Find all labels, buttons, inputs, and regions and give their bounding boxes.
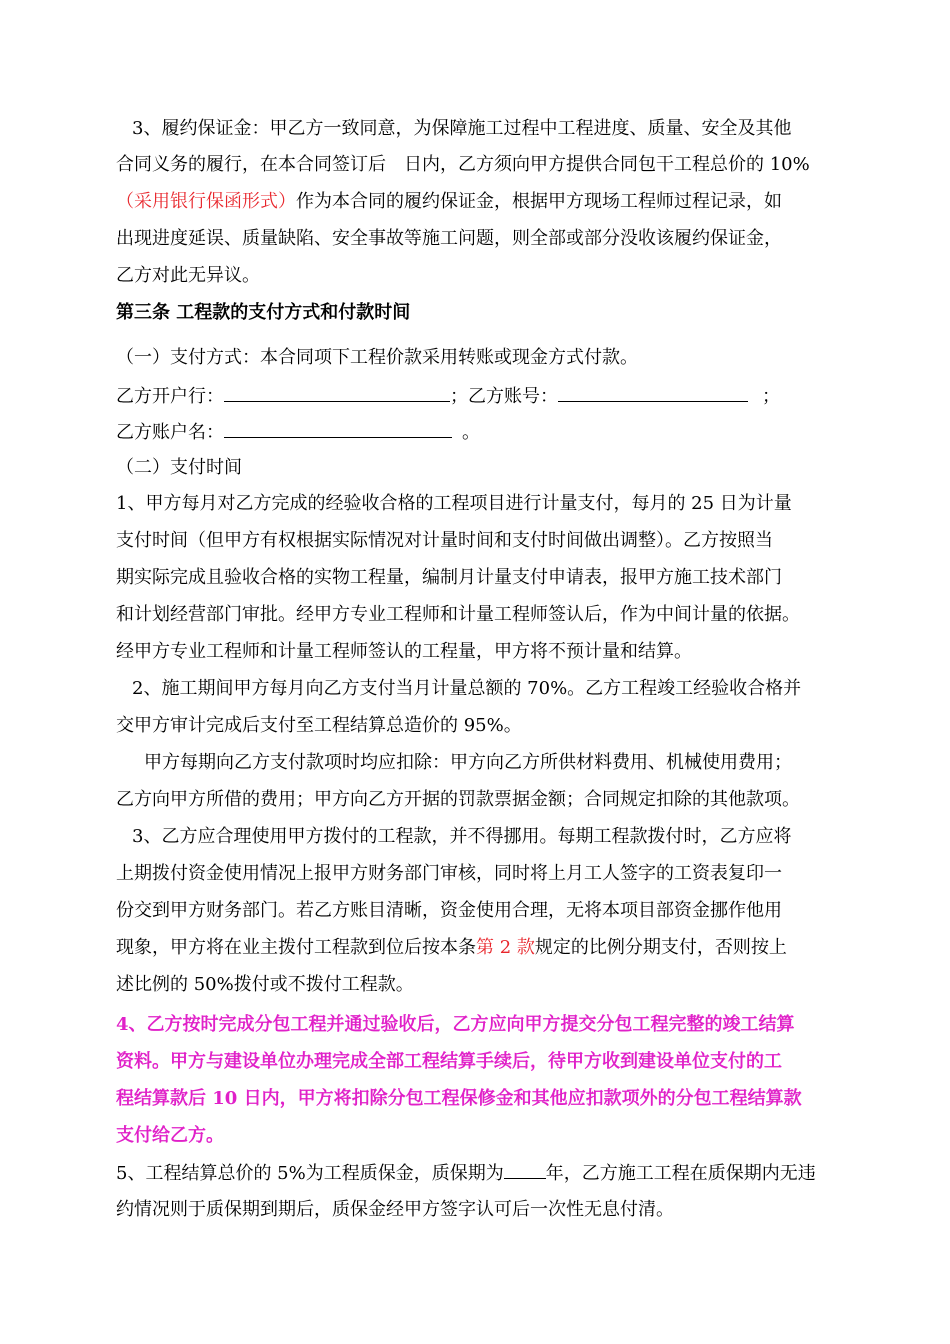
- item4-line4: 支付给乙方。: [116, 1125, 224, 1146]
- item1-line4: 和计划经营部门审批。经甲方专业工程师和计量工程师签认后，作为中间计量的依据。: [116, 604, 800, 625]
- item3-line5: 述比例的 50%拨付或不拨付工程款。: [116, 974, 414, 995]
- item5-line1-a: 5、工程结算总价的 5%为工程质保金，质保期为: [116, 1163, 504, 1184]
- bank-guarantee-note: （采用银行保函形式）: [116, 191, 296, 212]
- para3-line1: 3、履约保证金：甲乙方一致同意，为保障施工过程中工程进度、质量、安全及其他: [132, 118, 792, 139]
- item3-line1: 3、乙方应合理使用甲方拨付的工程款，并不得挪用。每期工程款拨付时，乙方应将: [132, 826, 792, 847]
- item1-line3: 期实际完成且验收合格的实物工程量，编制月计量支付申请表，报甲方施工技术部门: [116, 567, 782, 588]
- payment-method: （一）支付方式：本合同项下工程价款采用转账或现金方式付款。: [116, 347, 638, 368]
- item5-line1-b: 年，乙方施工工程在质保期内无违: [545, 1163, 816, 1184]
- item1-line5: 经甲方专业工程师和计量工程师签认的工程量，甲方将不预计量和结算。: [116, 641, 692, 662]
- clause-2-reference: 第 2 款: [476, 937, 535, 958]
- warranty-years-blank[interactable]: [504, 1160, 546, 1179]
- para3-line3-rest: 作为本合同的履约保证金，根据甲方现场工程师过程记录，如: [296, 191, 782, 212]
- item4-line1: 4、乙方按时完成分包工程并通过验收后，乙方应向甲方提交分包工程完整的竣工结算: [116, 1014, 795, 1035]
- bank-blank[interactable]: [224, 383, 450, 402]
- bank-sep: ；: [450, 386, 468, 407]
- item1-line1: 1、甲方每月对乙方完成的经验收合格的工程项目进行计量支付，每月的 25 日为计量: [116, 493, 792, 514]
- item3-line3: 份交到甲方财务部门。若乙方账目清晰，资金使用合理，无将本项目部资金挪作他用: [116, 900, 782, 921]
- item3-line4-a: 现象，甲方将在业主拨付工程款到位后按本条: [116, 937, 476, 958]
- payment-time-heading: （二）支付时间: [116, 457, 242, 478]
- item3-line2: 上期拨付资金使用情况上报甲方财务部门审核，同时将上月工人签字的工资表复印一: [116, 863, 782, 884]
- item4-line3: 程结算款后 10 日内，甲方将扣除分包工程保修金和其他应扣款项外的分包工程结算款: [116, 1088, 802, 1109]
- account-name-blank[interactable]: [224, 419, 452, 438]
- para3-line5: 乙方对此无异议。: [116, 265, 260, 286]
- item2-line1: 2、施工期间甲方每月向乙方支付当月计量总额的 70%。乙方工程竣工经验收合格并: [132, 678, 802, 699]
- article3-title: 第三条 工程款的支付方式和付款时间: [116, 302, 411, 323]
- item1-line2: 支付时间（但甲方有权根据实际情况对计量时间和支付时间做出调整）。乙方按照当: [116, 530, 773, 551]
- item2-line2: 交甲方审计完成后支付至工程结算总造价的 95%。: [116, 715, 522, 736]
- para3-line3: [116, 189, 782, 215]
- account-number-label: 乙方账号：: [468, 386, 558, 407]
- account-sep: ；: [762, 386, 780, 407]
- para3-line4: 出现进度延误、质量缺陷、安全事故等施工问题，则全部或部分没收该履约保证金，: [116, 228, 782, 249]
- account-name-line: [116, 419, 480, 446]
- deduction-line1: 甲方每期向乙方支付款项时均应扣除：甲方向乙方所供材料费用、机械使用费用；: [144, 752, 792, 773]
- bank-label: 乙方开户行：: [116, 386, 224, 407]
- item4-line2: 资料。甲方与建设单位办理完成全部工程结算手续后，待甲方收到建设单位支付的工: [116, 1051, 782, 1072]
- bank-info-line: [116, 383, 780, 410]
- item3-line4: [116, 935, 787, 961]
- item3-line4-b: 规定的比例分期支付，否则按上: [534, 937, 787, 958]
- account-number-blank[interactable]: [558, 383, 748, 402]
- deduction-line2: 乙方向甲方所借的费用；甲方向乙方开据的罚款票据金额；合同规定扣除的其他款项。: [116, 789, 800, 810]
- account-name-label: 乙方账户名：: [116, 422, 224, 443]
- item5-line1: [116, 1160, 816, 1187]
- para3-line2: 合同义务的履行，在本合同签订后 日内，乙方须向甲方提供合同包干工程总价的 10%: [116, 154, 810, 175]
- item5-line2: 约情况则于质保期到期后，质保金经甲方签字认可后一次性无息付清。: [116, 1199, 674, 1220]
- account-name-end: 。: [462, 422, 480, 443]
